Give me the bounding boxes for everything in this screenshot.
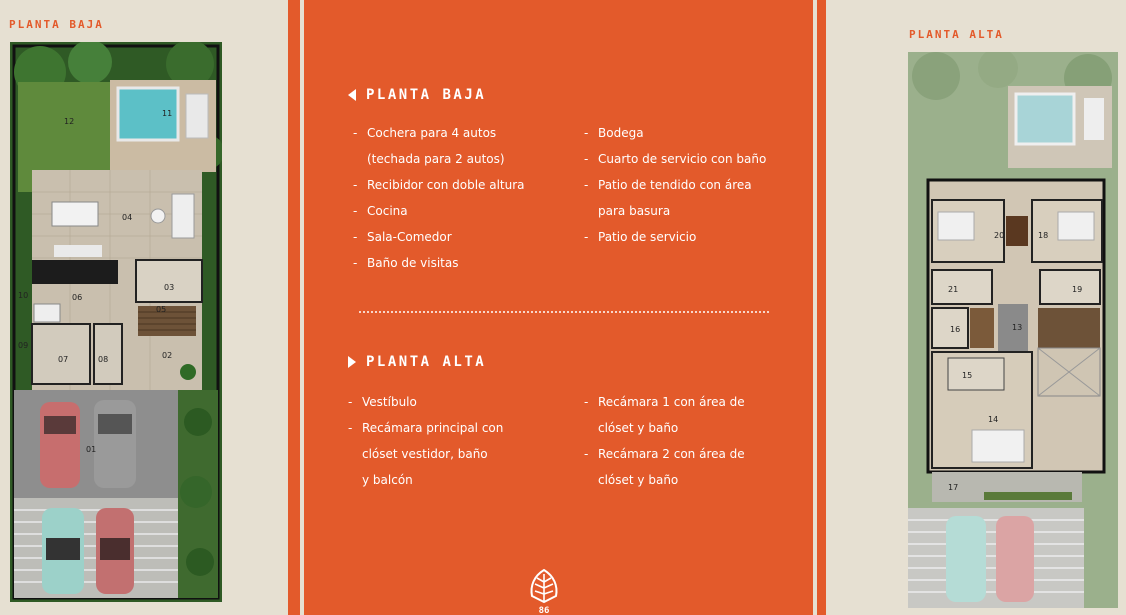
planta-baja-list-left: [353, 120, 525, 276]
feature-item: clóset y baño: [598, 421, 679, 435]
feature-item: - Recámara 2 con área de: [584, 441, 745, 467]
feature-item: - Recámara principal con: [348, 415, 503, 441]
label-10: 10: [18, 291, 29, 300]
feature-item: - Vestíbulo: [348, 389, 503, 415]
page-number: 86: [538, 606, 550, 614]
label-13: 13: [1012, 323, 1023, 332]
label-18: 18: [1038, 231, 1049, 240]
label-07: 07: [58, 355, 69, 364]
triangle-right-icon: [348, 356, 356, 368]
feature-item: y balcón: [362, 473, 413, 487]
label-17: 17: [948, 483, 959, 492]
section-divider: [359, 311, 769, 313]
feature-item: - Patio de tendido con área: [584, 172, 766, 198]
planta-baja-title: [348, 87, 486, 103]
label-21: 21: [948, 285, 959, 294]
label-09: 09: [18, 341, 29, 350]
feature-item: - Cuarto de servicio con baño: [584, 146, 766, 172]
label-06: 06: [72, 293, 83, 302]
feature-item: - Recámara 1 con área de: [584, 389, 745, 415]
label-12: 12: [64, 117, 75, 126]
accent-stripe-right: [817, 0, 826, 615]
planta-baja-title-text: PLANTA BAJA: [366, 87, 487, 103]
feature-item: clóset y baño: [598, 473, 679, 487]
planta-alta-list-right: [584, 389, 745, 493]
label-08: 08: [98, 355, 109, 364]
planta-baja-heading: PLANTA BAJA: [9, 18, 104, 31]
planta-alta-panel: [829, 0, 1126, 615]
planta-baja-list-right: [584, 120, 766, 250]
accent-stripe-left: [288, 0, 300, 615]
brand-leaf-logo-icon: [526, 568, 562, 614]
label-20: 20: [994, 231, 1005, 240]
feature-item: - Recibidor con doble altura: [353, 172, 525, 198]
feature-item: - Cocina: [353, 198, 525, 224]
label-03: 03: [164, 283, 175, 292]
feature-item: (techada para 2 autos): [367, 152, 505, 166]
feature-item: clóset vestidor, baño: [362, 447, 488, 461]
label-11: 11: [162, 109, 173, 118]
feature-item: - Bodega: [584, 120, 766, 146]
feature-item: - Sala-Comedor: [353, 224, 525, 250]
description-panel: [304, 0, 813, 615]
planta-baja-panel: [0, 0, 287, 615]
triangle-left-icon: [348, 89, 356, 101]
label-05: 05: [156, 305, 167, 314]
planta-alta-title: [348, 354, 486, 370]
label-14: 14: [988, 415, 999, 424]
planta-alta-heading: PLANTA ALTA: [909, 28, 1004, 41]
label-19: 19: [1072, 285, 1083, 294]
label-16: 16: [950, 325, 961, 334]
planta-alta-list-left: [348, 389, 503, 493]
label-01: 01: [86, 445, 97, 454]
label-15: 15: [962, 371, 973, 380]
feature-item: para basura: [598, 204, 671, 218]
feature-item: - Patio de servicio: [584, 224, 766, 250]
planta-baja-floor-plan: [10, 42, 222, 602]
label-02: 02: [162, 351, 173, 360]
label-04: 04: [122, 213, 133, 222]
feature-item: - Baño de visitas: [353, 250, 525, 276]
planta-alta-title-text: PLANTA ALTA: [366, 354, 487, 370]
planta-alta-floor-plan: [908, 52, 1118, 608]
feature-item: - Cochera para 4 autos: [353, 120, 525, 146]
